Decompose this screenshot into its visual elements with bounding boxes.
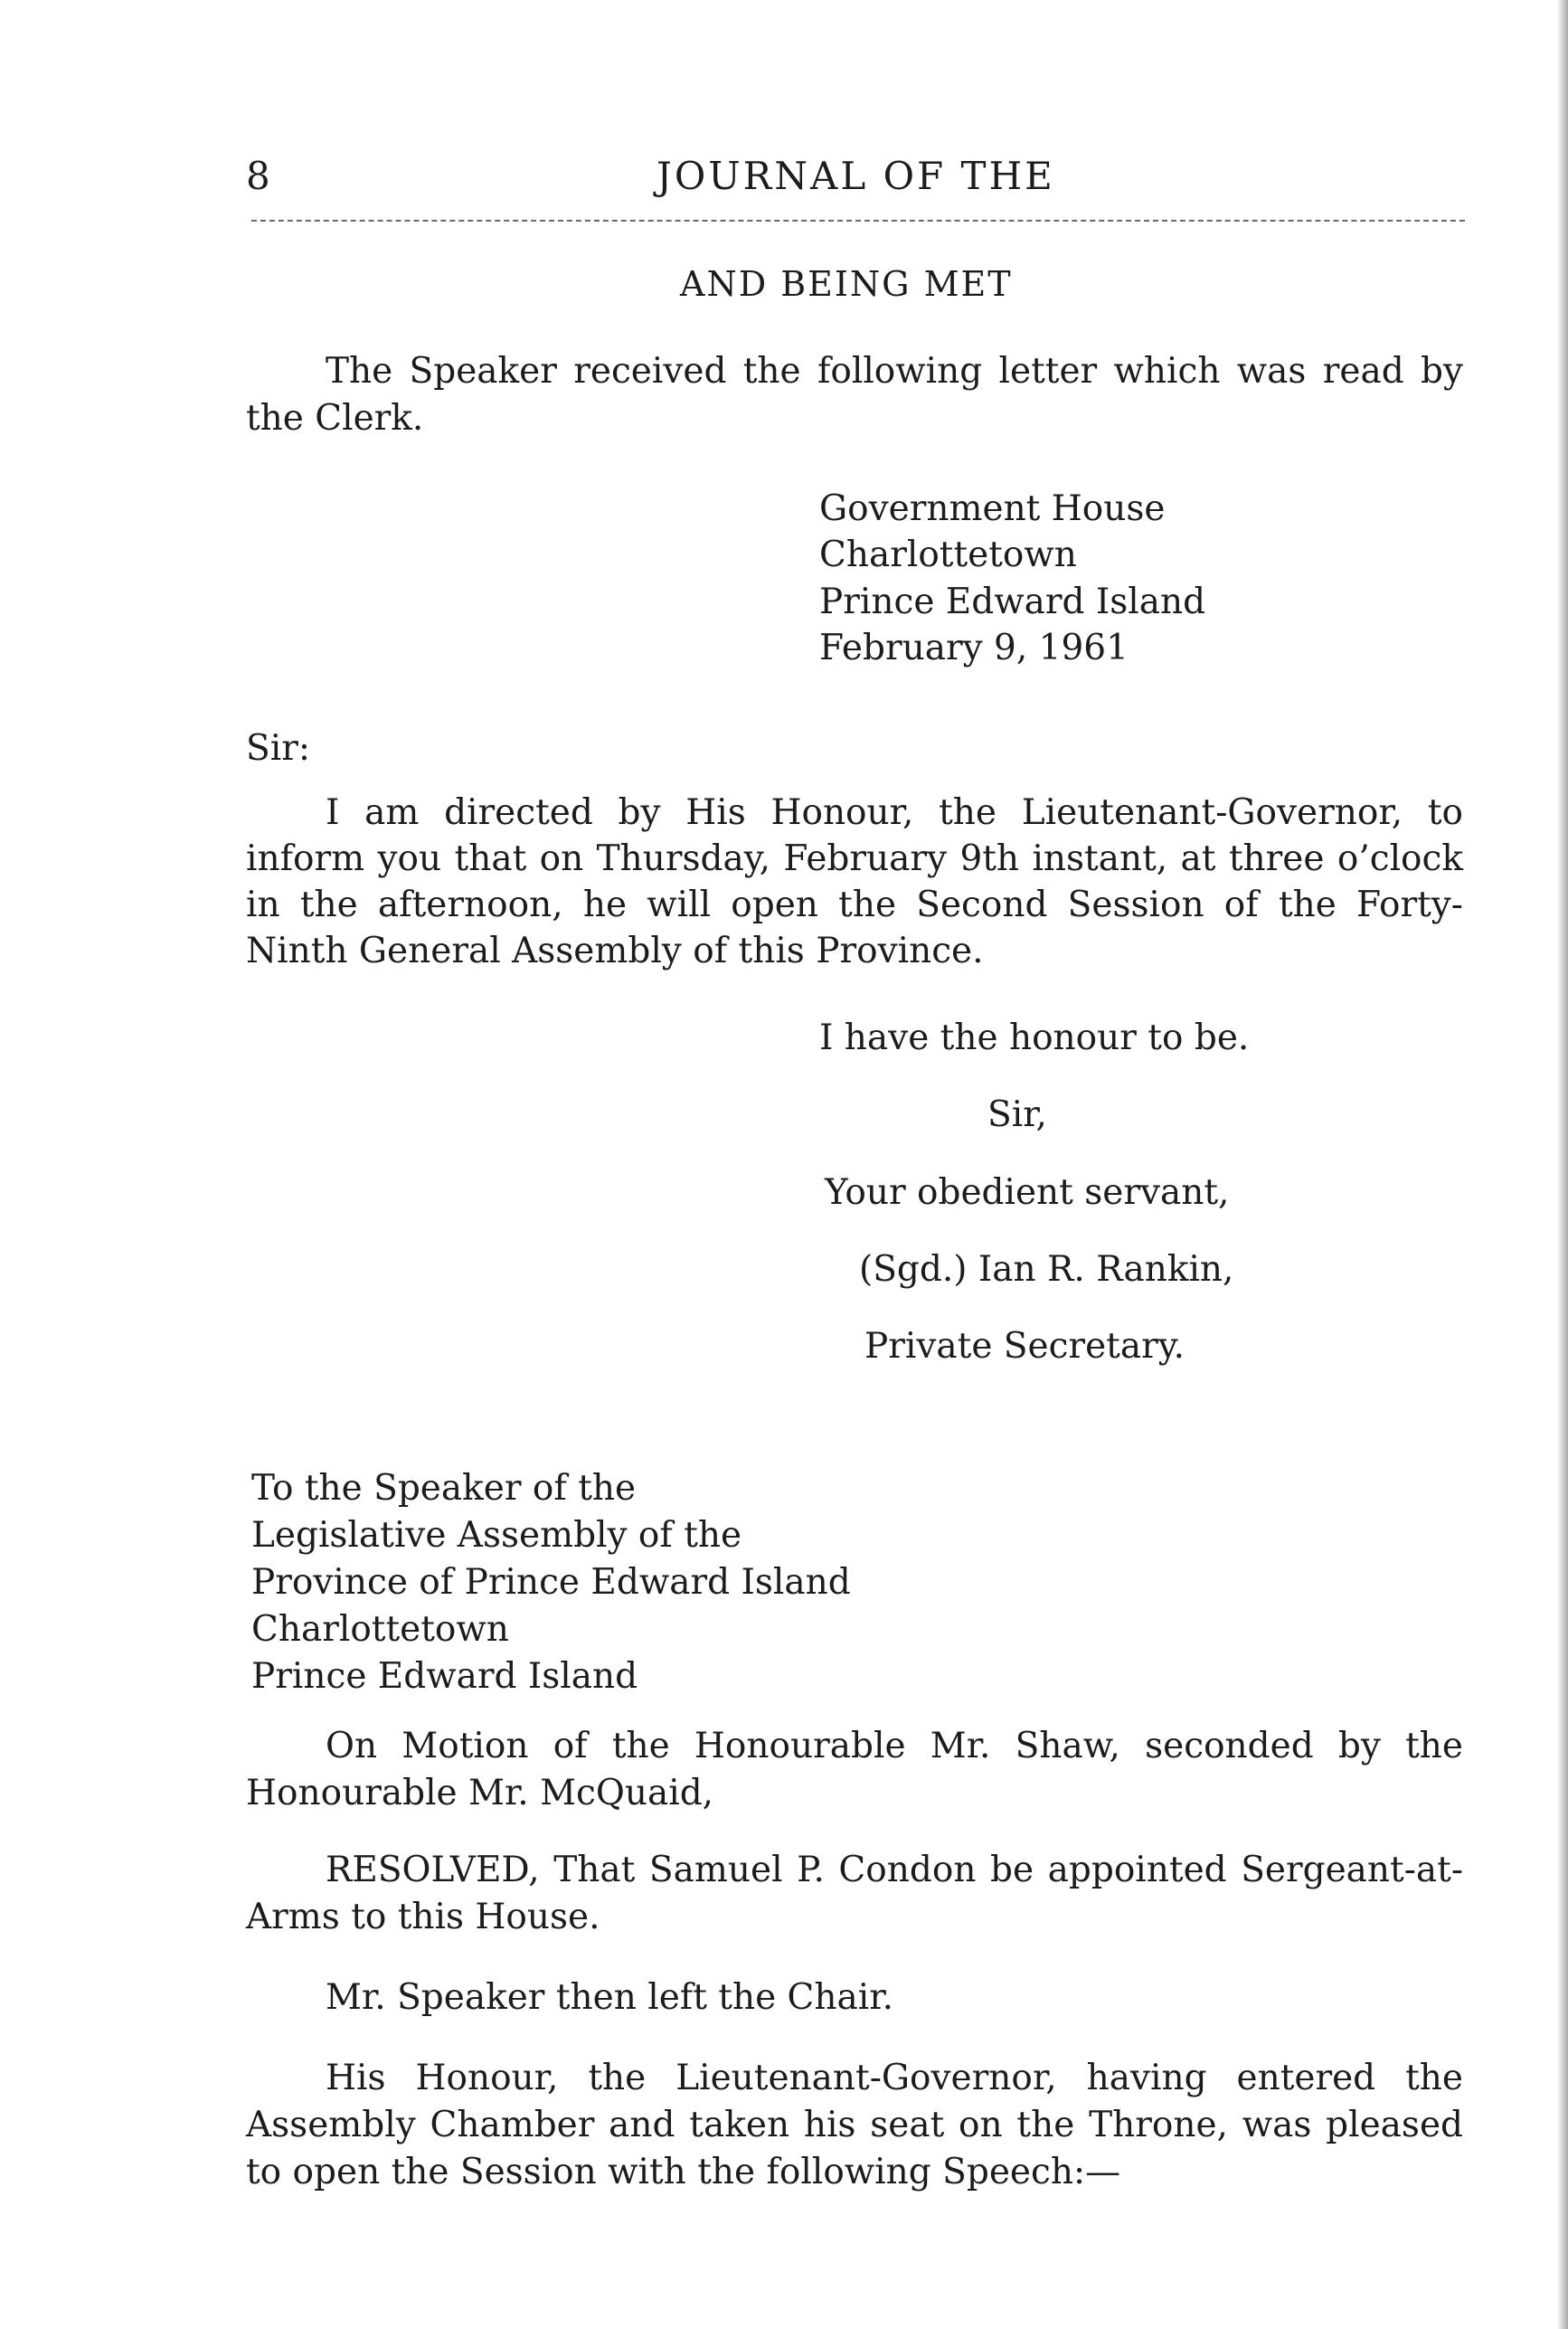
letter-body-text: I am directed by His Honour, the Lieutenant-Governor, to inform you that on Thursday, February 9th instant, at three o’clock in the afternoon, he will open the Second Session of the Forty-Ninth General Assembly of this Province. [246,792,1463,971]
final-paragraph [246,2055,1463,2196]
recipient-line-2: Legislative Assembly of the [251,1515,742,1556]
section-heading: AND BEING MET [680,264,1013,304]
letter-closing-line-3: Your obedient servant, [825,1172,1230,1213]
speaker-left-text: Mr. Speaker then left the Chair. [326,1977,893,2018]
motion-paragraph [246,1723,1463,1817]
header-rule [251,220,1465,222]
speaker-left-paragraph [246,1974,1463,2021]
recipient-line-1: To the Speaker of the [251,1468,637,1509]
recipient-line-4: Charlottetown [251,1609,509,1650]
recipient-line-5: Prince Edward Island [251,1656,638,1697]
letter-address-line-1: Government House [819,488,1166,529]
letter-salutation: Sir: [246,728,310,769]
letter-closing-line-1: I have the honour to be. [819,1018,1250,1058]
resolved-paragraph [246,1847,1463,1941]
resolved-text: RESOLVED, That Samuel P. Condon be appointed Sergeant-at-Arms to this House. [246,1850,1463,1937]
letter-date: February 9, 1961 [819,628,1129,668]
letter-body [246,790,1463,974]
intro-paragraph [246,348,1463,442]
letter-address-line-3: Prince Edward Island [819,582,1206,622]
intro-text: The Speaker received the following letter which was read by the Clerk. [246,351,1463,439]
letter-closing-line-2: Sir, [987,1094,1047,1135]
recipient-line-3: Province of Prince Edward Island [251,1562,851,1603]
running-header: JOURNAL OF THE [656,154,1055,198]
page-edge-shadow [1557,0,1568,2329]
page-number: 8 [246,154,270,198]
letter-signatory-position: Private Secretary. [864,1326,1185,1367]
letter-signature: (Sgd.) Ian R. Rankin, [859,1249,1234,1290]
letter-address-line-2: Charlottetown [819,535,1077,575]
final-paragraph-text: His Honour, the Lieutenant-Governor, having entered the Assembly Chamber and taken his seat on the Throne, was pleased to open the Session with the following Speech:— [246,2058,1463,2192]
motion-text: On Motion of the Honourable Mr. Shaw, seconded by the Honourable Mr. McQuaid, [246,1726,1463,1813]
